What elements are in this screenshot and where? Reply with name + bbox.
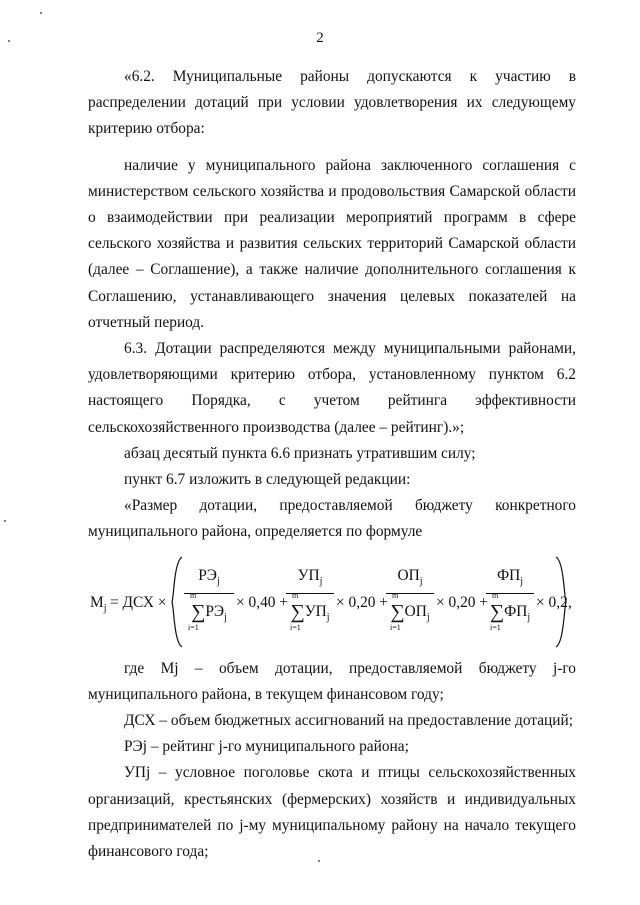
scan-speck bbox=[318, 860, 320, 862]
distribution-formula bbox=[88, 554, 576, 650]
page-number: 2 bbox=[316, 30, 324, 46]
paragraph-dsx: ДСХ – объем бюджетных ассигнований на предоставление дотаций; bbox=[124, 712, 574, 730]
paragraph-6-3: 6.3. Дотации распределяются между муниципальными районами, удовлетворяющими критерию отбора, установленному пунктом 6.2 настоящего Порядка, с учетом рейтинга эффективности сельскохозяйственного производства (далее – рейтинг).»; bbox=[88, 340, 576, 436]
scan-speck bbox=[40, 12, 42, 14]
paragraph-rej: РЭj – рейтинг j-го муниципального района; bbox=[124, 738, 409, 756]
paragraph-formula-intro: «Размер дотации, предоставляемой бюджету конкретного муниципального района, определяется по формуле bbox=[88, 497, 576, 541]
scan-speck bbox=[8, 40, 10, 42]
coef-re: × 0,40 + bbox=[236, 593, 288, 611]
right-brace bbox=[554, 556, 568, 648]
paragraph-6-2: «6.2. Муниципальные районы допускаются к участию в распределении дотаций при условии удовлетворения их следующему критерию отбора: bbox=[88, 68, 576, 138]
paragraph-abzac: абзац десятый пункта 6.6 признать утратившим силу; bbox=[124, 444, 476, 462]
formula-lhs: $M_j$ bbox=[90, 593, 107, 614]
fraction-fp: $ФП_j$ $\sum ФП_j$ m i=1 bbox=[486, 566, 534, 628]
coef-up: × 0,20 + bbox=[336, 593, 388, 611]
fraction-up: $УП_j$ $\sum УП_j$ m i=1 bbox=[286, 566, 334, 628]
coef-fp: × 0,2 bbox=[536, 593, 568, 611]
fraction-op: $ОП_j$ $\sum ОП_j$ m i=1 bbox=[386, 566, 434, 628]
paragraph-upj: УПj – условное поголовье скота и птицы сельскохозяйственных организаций, крестьянских (фермерских) хозяйств и индивидуальных предпринимателей по j-му муниципальному району на начало текущего финансового года; bbox=[88, 764, 576, 861]
formula-trailing: , bbox=[568, 593, 572, 611]
coef-op: × 0,20 + bbox=[436, 593, 488, 611]
paragraph-6-7: пункт 6.7 изложить в следующей редакции: bbox=[124, 471, 411, 489]
document-body bbox=[88, 64, 576, 865]
left-brace bbox=[170, 556, 184, 648]
scan-speck bbox=[4, 520, 6, 522]
paragraph-mj: где Mj – объем дотации, предоставляемой бюджету j-го муниципального района, в текущем финансовом году; bbox=[88, 659, 576, 703]
paragraph-agreement: наличие у муниципального района заключенного соглашения с министерством сельского хозяйства и продовольствия Самарской области о взаимодействии при реализации мероприятий программ в сфере сельского хозяйства и развития сельских территорий Самарской области (далее – Соглашение), а также наличие дополнительного соглашения к Соглашению, устанавливающего значения целевых показателей на отчетный период. bbox=[88, 156, 576, 331]
formula-eq: = ДСХ × bbox=[110, 593, 167, 611]
fraction-re: $РЭ_j$ $\sum РЭ_j$ m i=1 bbox=[184, 566, 234, 628]
